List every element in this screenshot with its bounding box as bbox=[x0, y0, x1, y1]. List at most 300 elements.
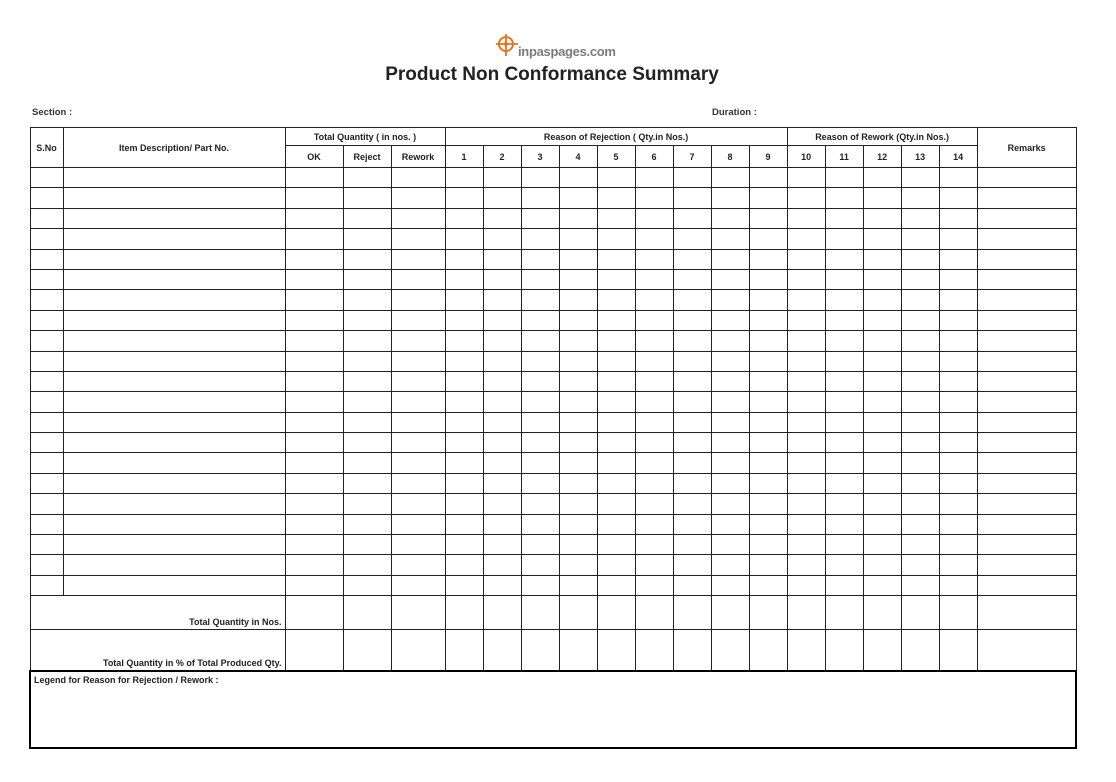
table-cell[interactable] bbox=[483, 249, 521, 269]
table-cell[interactable] bbox=[521, 473, 559, 493]
table-cell[interactable] bbox=[749, 494, 787, 514]
percent-cell[interactable] bbox=[285, 630, 343, 672]
table-cell[interactable] bbox=[30, 229, 63, 249]
total-cell[interactable] bbox=[343, 596, 391, 630]
table-cell[interactable] bbox=[30, 290, 63, 310]
table-cell[interactable] bbox=[483, 351, 521, 371]
table-cell[interactable] bbox=[901, 290, 939, 310]
table-cell[interactable] bbox=[977, 535, 1076, 555]
table-cell[interactable] bbox=[635, 229, 673, 249]
table-cell[interactable] bbox=[285, 249, 343, 269]
table-cell[interactable] bbox=[285, 494, 343, 514]
table-cell[interactable] bbox=[30, 331, 63, 351]
table-cell[interactable] bbox=[521, 555, 559, 575]
table-cell[interactable] bbox=[445, 249, 483, 269]
table-cell[interactable] bbox=[673, 208, 711, 228]
table-cell[interactable] bbox=[635, 514, 673, 534]
table-cell[interactable] bbox=[711, 392, 749, 412]
table-cell[interactable] bbox=[285, 555, 343, 575]
table-cell[interactable] bbox=[635, 494, 673, 514]
table-cell[interactable] bbox=[30, 494, 63, 514]
table-cell[interactable] bbox=[711, 290, 749, 310]
table-cell[interactable] bbox=[787, 555, 825, 575]
table-cell[interactable] bbox=[749, 351, 787, 371]
table-cell[interactable] bbox=[391, 269, 445, 289]
total-cell[interactable] bbox=[863, 596, 901, 630]
table-cell[interactable] bbox=[483, 229, 521, 249]
table-cell[interactable] bbox=[673, 392, 711, 412]
table-cell[interactable] bbox=[285, 269, 343, 289]
table-cell[interactable] bbox=[825, 290, 863, 310]
table-cell[interactable] bbox=[711, 229, 749, 249]
table-cell[interactable] bbox=[63, 494, 285, 514]
table-cell[interactable] bbox=[597, 555, 635, 575]
table-cell[interactable] bbox=[559, 412, 597, 432]
table-cell[interactable] bbox=[863, 514, 901, 534]
table-cell[interactable] bbox=[285, 453, 343, 473]
table-cell[interactable] bbox=[939, 555, 977, 575]
table-cell[interactable] bbox=[391, 229, 445, 249]
percent-cell[interactable] bbox=[391, 630, 445, 672]
table-cell[interactable] bbox=[863, 229, 901, 249]
table-cell[interactable] bbox=[977, 269, 1076, 289]
table-cell[interactable] bbox=[673, 331, 711, 351]
table-cell[interactable] bbox=[749, 310, 787, 330]
table-cell[interactable] bbox=[635, 249, 673, 269]
table-cell[interactable] bbox=[749, 453, 787, 473]
percent-cell[interactable] bbox=[825, 630, 863, 672]
table-cell[interactable] bbox=[521, 575, 559, 595]
table-cell[interactable] bbox=[711, 188, 749, 208]
table-cell[interactable] bbox=[825, 494, 863, 514]
table-cell[interactable] bbox=[63, 412, 285, 432]
total-cell[interactable] bbox=[749, 596, 787, 630]
table-cell[interactable] bbox=[977, 351, 1076, 371]
table-cell[interactable] bbox=[749, 290, 787, 310]
percent-cell[interactable] bbox=[343, 630, 391, 672]
legend-box[interactable] bbox=[30, 671, 1076, 748]
table-cell[interactable] bbox=[285, 351, 343, 371]
table-cell[interactable] bbox=[635, 535, 673, 555]
table-cell[interactable] bbox=[285, 371, 343, 391]
table-cell[interactable] bbox=[977, 229, 1076, 249]
table-cell[interactable] bbox=[559, 331, 597, 351]
table-cell[interactable] bbox=[343, 453, 391, 473]
table-cell[interactable] bbox=[749, 555, 787, 575]
table-cell[interactable] bbox=[445, 575, 483, 595]
table-cell[interactable] bbox=[483, 392, 521, 412]
table-cell[interactable] bbox=[901, 473, 939, 493]
table-cell[interactable] bbox=[343, 249, 391, 269]
table-cell[interactable] bbox=[825, 575, 863, 595]
table-cell[interactable] bbox=[711, 249, 749, 269]
table-cell[interactable] bbox=[391, 208, 445, 228]
table-cell[interactable] bbox=[863, 371, 901, 391]
table-cell[interactable] bbox=[483, 412, 521, 432]
table-cell[interactable] bbox=[559, 514, 597, 534]
table-cell[interactable] bbox=[445, 555, 483, 575]
table-cell[interactable] bbox=[391, 433, 445, 453]
table-cell[interactable] bbox=[749, 208, 787, 228]
table-cell[interactable] bbox=[863, 494, 901, 514]
table-cell[interactable] bbox=[63, 433, 285, 453]
table-cell[interactable] bbox=[343, 494, 391, 514]
table-cell[interactable] bbox=[749, 269, 787, 289]
table-cell[interactable] bbox=[559, 433, 597, 453]
percent-cell[interactable] bbox=[863, 630, 901, 672]
table-cell[interactable] bbox=[939, 514, 977, 534]
table-cell[interactable] bbox=[901, 555, 939, 575]
table-cell[interactable] bbox=[559, 494, 597, 514]
table-cell[interactable] bbox=[483, 473, 521, 493]
table-cell[interactable] bbox=[787, 351, 825, 371]
table-cell[interactable] bbox=[673, 168, 711, 188]
table-cell[interactable] bbox=[483, 310, 521, 330]
table-cell[interactable] bbox=[521, 249, 559, 269]
table-cell[interactable] bbox=[711, 412, 749, 432]
table-cell[interactable] bbox=[635, 290, 673, 310]
total-cell[interactable] bbox=[391, 596, 445, 630]
table-cell[interactable] bbox=[711, 555, 749, 575]
table-cell[interactable] bbox=[63, 229, 285, 249]
table-cell[interactable] bbox=[977, 168, 1076, 188]
total-cell[interactable] bbox=[673, 596, 711, 630]
percent-cell[interactable] bbox=[787, 630, 825, 672]
table-cell[interactable] bbox=[977, 412, 1076, 432]
table-cell[interactable] bbox=[673, 412, 711, 432]
table-cell[interactable] bbox=[749, 412, 787, 432]
table-cell[interactable] bbox=[673, 514, 711, 534]
table-cell[interactable] bbox=[863, 331, 901, 351]
table-cell[interactable] bbox=[483, 453, 521, 473]
table-cell[interactable] bbox=[30, 188, 63, 208]
table-cell[interactable] bbox=[597, 351, 635, 371]
table-cell[interactable] bbox=[863, 249, 901, 269]
table-cell[interactable] bbox=[63, 575, 285, 595]
table-cell[interactable] bbox=[30, 249, 63, 269]
table-cell[interactable] bbox=[559, 453, 597, 473]
total-cell[interactable] bbox=[521, 596, 559, 630]
total-cell[interactable] bbox=[939, 596, 977, 630]
table-cell[interactable] bbox=[391, 168, 445, 188]
table-cell[interactable] bbox=[901, 371, 939, 391]
table-cell[interactable] bbox=[711, 494, 749, 514]
total-cell[interactable] bbox=[445, 596, 483, 630]
table-cell[interactable] bbox=[939, 392, 977, 412]
percent-cell[interactable] bbox=[673, 630, 711, 672]
table-cell[interactable] bbox=[391, 555, 445, 575]
table-cell[interactable] bbox=[559, 249, 597, 269]
table-cell[interactable] bbox=[635, 371, 673, 391]
table-cell[interactable] bbox=[635, 473, 673, 493]
total-cell[interactable] bbox=[711, 596, 749, 630]
percent-cell[interactable] bbox=[939, 630, 977, 672]
table-cell[interactable] bbox=[711, 269, 749, 289]
table-cell[interactable] bbox=[30, 310, 63, 330]
table-cell[interactable] bbox=[343, 535, 391, 555]
table-cell[interactable] bbox=[901, 412, 939, 432]
table-cell[interactable] bbox=[863, 208, 901, 228]
table-cell[interactable] bbox=[559, 290, 597, 310]
table-cell[interactable] bbox=[343, 351, 391, 371]
table-cell[interactable] bbox=[977, 371, 1076, 391]
table-cell[interactable] bbox=[787, 310, 825, 330]
table-cell[interactable] bbox=[285, 208, 343, 228]
table-cell[interactable] bbox=[445, 351, 483, 371]
table-cell[interactable] bbox=[711, 208, 749, 228]
table-cell[interactable] bbox=[787, 229, 825, 249]
table-cell[interactable] bbox=[787, 392, 825, 412]
table-cell[interactable] bbox=[673, 351, 711, 371]
table-cell[interactable] bbox=[343, 269, 391, 289]
table-cell[interactable] bbox=[749, 371, 787, 391]
table-cell[interactable] bbox=[863, 535, 901, 555]
table-cell[interactable] bbox=[63, 535, 285, 555]
table-cell[interactable] bbox=[901, 453, 939, 473]
table-cell[interactable] bbox=[711, 371, 749, 391]
table-cell[interactable] bbox=[673, 453, 711, 473]
table-cell[interactable] bbox=[901, 535, 939, 555]
table-cell[interactable] bbox=[597, 514, 635, 534]
table-cell[interactable] bbox=[445, 473, 483, 493]
table-cell[interactable] bbox=[977, 208, 1076, 228]
table-cell[interactable] bbox=[445, 371, 483, 391]
table-cell[interactable] bbox=[635, 331, 673, 351]
table-cell[interactable] bbox=[901, 269, 939, 289]
table-cell[interactable] bbox=[939, 494, 977, 514]
table-cell[interactable] bbox=[939, 188, 977, 208]
table-cell[interactable] bbox=[285, 575, 343, 595]
table-cell[interactable] bbox=[63, 473, 285, 493]
table-cell[interactable] bbox=[977, 249, 1076, 269]
table-cell[interactable] bbox=[673, 473, 711, 493]
table-cell[interactable] bbox=[559, 392, 597, 412]
table-cell[interactable] bbox=[787, 371, 825, 391]
table-cell[interactable] bbox=[749, 535, 787, 555]
table-cell[interactable] bbox=[391, 331, 445, 351]
table-cell[interactable] bbox=[749, 433, 787, 453]
total-cell[interactable] bbox=[559, 596, 597, 630]
table-cell[interactable] bbox=[521, 412, 559, 432]
table-cell[interactable] bbox=[445, 269, 483, 289]
table-cell[interactable] bbox=[863, 351, 901, 371]
percent-cell[interactable] bbox=[711, 630, 749, 672]
table-cell[interactable] bbox=[787, 168, 825, 188]
table-cell[interactable] bbox=[635, 555, 673, 575]
table-cell[interactable] bbox=[939, 208, 977, 228]
table-cell[interactable] bbox=[30, 555, 63, 575]
table-cell[interactable] bbox=[863, 412, 901, 432]
table-cell[interactable] bbox=[391, 514, 445, 534]
table-cell[interactable] bbox=[597, 208, 635, 228]
table-cell[interactable] bbox=[343, 575, 391, 595]
table-cell[interactable] bbox=[483, 514, 521, 534]
table-cell[interactable] bbox=[521, 371, 559, 391]
table-cell[interactable] bbox=[977, 433, 1076, 453]
table-cell[interactable] bbox=[597, 535, 635, 555]
table-cell[interactable] bbox=[635, 392, 673, 412]
table-cell[interactable] bbox=[285, 168, 343, 188]
table-cell[interactable] bbox=[901, 249, 939, 269]
table-cell[interactable] bbox=[445, 168, 483, 188]
total-cell[interactable] bbox=[597, 596, 635, 630]
table-cell[interactable] bbox=[749, 514, 787, 534]
table-cell[interactable] bbox=[825, 351, 863, 371]
table-cell[interactable] bbox=[445, 514, 483, 534]
table-cell[interactable] bbox=[673, 290, 711, 310]
table-cell[interactable] bbox=[977, 310, 1076, 330]
table-cell[interactable] bbox=[30, 208, 63, 228]
percent-cell[interactable] bbox=[901, 630, 939, 672]
table-cell[interactable] bbox=[521, 310, 559, 330]
table-cell[interactable] bbox=[711, 473, 749, 493]
table-cell[interactable] bbox=[63, 290, 285, 310]
table-cell[interactable] bbox=[597, 392, 635, 412]
table-cell[interactable] bbox=[63, 514, 285, 534]
table-cell[interactable] bbox=[343, 555, 391, 575]
table-cell[interactable] bbox=[559, 575, 597, 595]
table-cell[interactable] bbox=[749, 229, 787, 249]
table-cell[interactable] bbox=[521, 351, 559, 371]
table-cell[interactable] bbox=[597, 188, 635, 208]
total-cell[interactable] bbox=[977, 596, 1076, 630]
table-cell[interactable] bbox=[483, 188, 521, 208]
percent-cell[interactable] bbox=[559, 630, 597, 672]
table-cell[interactable] bbox=[391, 473, 445, 493]
table-cell[interactable] bbox=[863, 575, 901, 595]
table-cell[interactable] bbox=[787, 535, 825, 555]
table-cell[interactable] bbox=[901, 188, 939, 208]
table-cell[interactable] bbox=[391, 412, 445, 432]
table-cell[interactable] bbox=[825, 412, 863, 432]
table-cell[interactable] bbox=[559, 310, 597, 330]
table-cell[interactable] bbox=[285, 535, 343, 555]
table-cell[interactable] bbox=[559, 168, 597, 188]
table-cell[interactable] bbox=[787, 290, 825, 310]
table-cell[interactable] bbox=[673, 310, 711, 330]
table-cell[interactable] bbox=[825, 331, 863, 351]
table-cell[interactable] bbox=[521, 331, 559, 351]
table-cell[interactable] bbox=[343, 168, 391, 188]
table-cell[interactable] bbox=[30, 168, 63, 188]
table-cell[interactable] bbox=[63, 555, 285, 575]
table-cell[interactable] bbox=[30, 371, 63, 391]
table-cell[interactable] bbox=[863, 473, 901, 493]
table-cell[interactable] bbox=[559, 351, 597, 371]
table-cell[interactable] bbox=[825, 208, 863, 228]
table-cell[interactable] bbox=[521, 229, 559, 249]
table-cell[interactable] bbox=[863, 269, 901, 289]
table-cell[interactable] bbox=[673, 555, 711, 575]
table-cell[interactable] bbox=[391, 535, 445, 555]
table-cell[interactable] bbox=[597, 575, 635, 595]
table-cell[interactable] bbox=[391, 494, 445, 514]
table-cell[interactable] bbox=[901, 433, 939, 453]
table-cell[interactable] bbox=[63, 392, 285, 412]
table-cell[interactable] bbox=[673, 188, 711, 208]
table-cell[interactable] bbox=[597, 371, 635, 391]
table-cell[interactable] bbox=[445, 494, 483, 514]
table-cell[interactable] bbox=[391, 188, 445, 208]
table-cell[interactable] bbox=[977, 575, 1076, 595]
table-cell[interactable] bbox=[673, 249, 711, 269]
table-cell[interactable] bbox=[711, 433, 749, 453]
table-cell[interactable] bbox=[597, 269, 635, 289]
table-cell[interactable] bbox=[825, 269, 863, 289]
table-cell[interactable] bbox=[63, 188, 285, 208]
table-cell[interactable] bbox=[597, 168, 635, 188]
table-cell[interactable] bbox=[559, 229, 597, 249]
table-cell[interactable] bbox=[939, 575, 977, 595]
table-cell[interactable] bbox=[343, 208, 391, 228]
table-cell[interactable] bbox=[597, 494, 635, 514]
table-cell[interactable] bbox=[635, 575, 673, 595]
table-cell[interactable] bbox=[901, 310, 939, 330]
table-cell[interactable] bbox=[285, 310, 343, 330]
table-cell[interactable] bbox=[787, 208, 825, 228]
table-cell[interactable] bbox=[483, 433, 521, 453]
table-cell[interactable] bbox=[63, 269, 285, 289]
table-cell[interactable] bbox=[711, 168, 749, 188]
table-cell[interactable] bbox=[391, 249, 445, 269]
table-cell[interactable] bbox=[285, 331, 343, 351]
table-cell[interactable] bbox=[521, 494, 559, 514]
table-cell[interactable] bbox=[863, 290, 901, 310]
table-cell[interactable] bbox=[749, 331, 787, 351]
table-cell[interactable] bbox=[521, 392, 559, 412]
table-cell[interactable] bbox=[597, 433, 635, 453]
table-cell[interactable] bbox=[445, 412, 483, 432]
table-cell[interactable] bbox=[343, 412, 391, 432]
table-cell[interactable] bbox=[285, 473, 343, 493]
table-cell[interactable] bbox=[635, 269, 673, 289]
table-cell[interactable] bbox=[483, 575, 521, 595]
table-cell[interactable] bbox=[391, 453, 445, 473]
table-cell[interactable] bbox=[559, 535, 597, 555]
table-cell[interactable] bbox=[559, 555, 597, 575]
table-cell[interactable] bbox=[901, 575, 939, 595]
table-cell[interactable] bbox=[343, 310, 391, 330]
table-cell[interactable] bbox=[635, 412, 673, 432]
table-cell[interactable] bbox=[749, 575, 787, 595]
table-cell[interactable] bbox=[597, 453, 635, 473]
table-cell[interactable] bbox=[30, 412, 63, 432]
total-cell[interactable] bbox=[635, 596, 673, 630]
table-cell[interactable] bbox=[977, 188, 1076, 208]
table-cell[interactable] bbox=[521, 188, 559, 208]
table-cell[interactable] bbox=[285, 433, 343, 453]
table-cell[interactable] bbox=[445, 310, 483, 330]
table-cell[interactable] bbox=[939, 168, 977, 188]
table-cell[interactable] bbox=[391, 351, 445, 371]
table-cell[interactable] bbox=[977, 453, 1076, 473]
table-cell[interactable] bbox=[977, 331, 1076, 351]
table-cell[interactable] bbox=[901, 494, 939, 514]
table-cell[interactable] bbox=[787, 269, 825, 289]
table-cell[interactable] bbox=[63, 310, 285, 330]
table-cell[interactable] bbox=[749, 392, 787, 412]
table-cell[interactable] bbox=[711, 453, 749, 473]
table-cell[interactable] bbox=[863, 188, 901, 208]
table-cell[interactable] bbox=[977, 494, 1076, 514]
table-cell[interactable] bbox=[901, 168, 939, 188]
table-cell[interactable] bbox=[597, 290, 635, 310]
table-cell[interactable] bbox=[30, 453, 63, 473]
table-cell[interactable] bbox=[343, 392, 391, 412]
table-cell[interactable] bbox=[939, 310, 977, 330]
table-cell[interactable] bbox=[597, 229, 635, 249]
table-cell[interactable] bbox=[939, 535, 977, 555]
